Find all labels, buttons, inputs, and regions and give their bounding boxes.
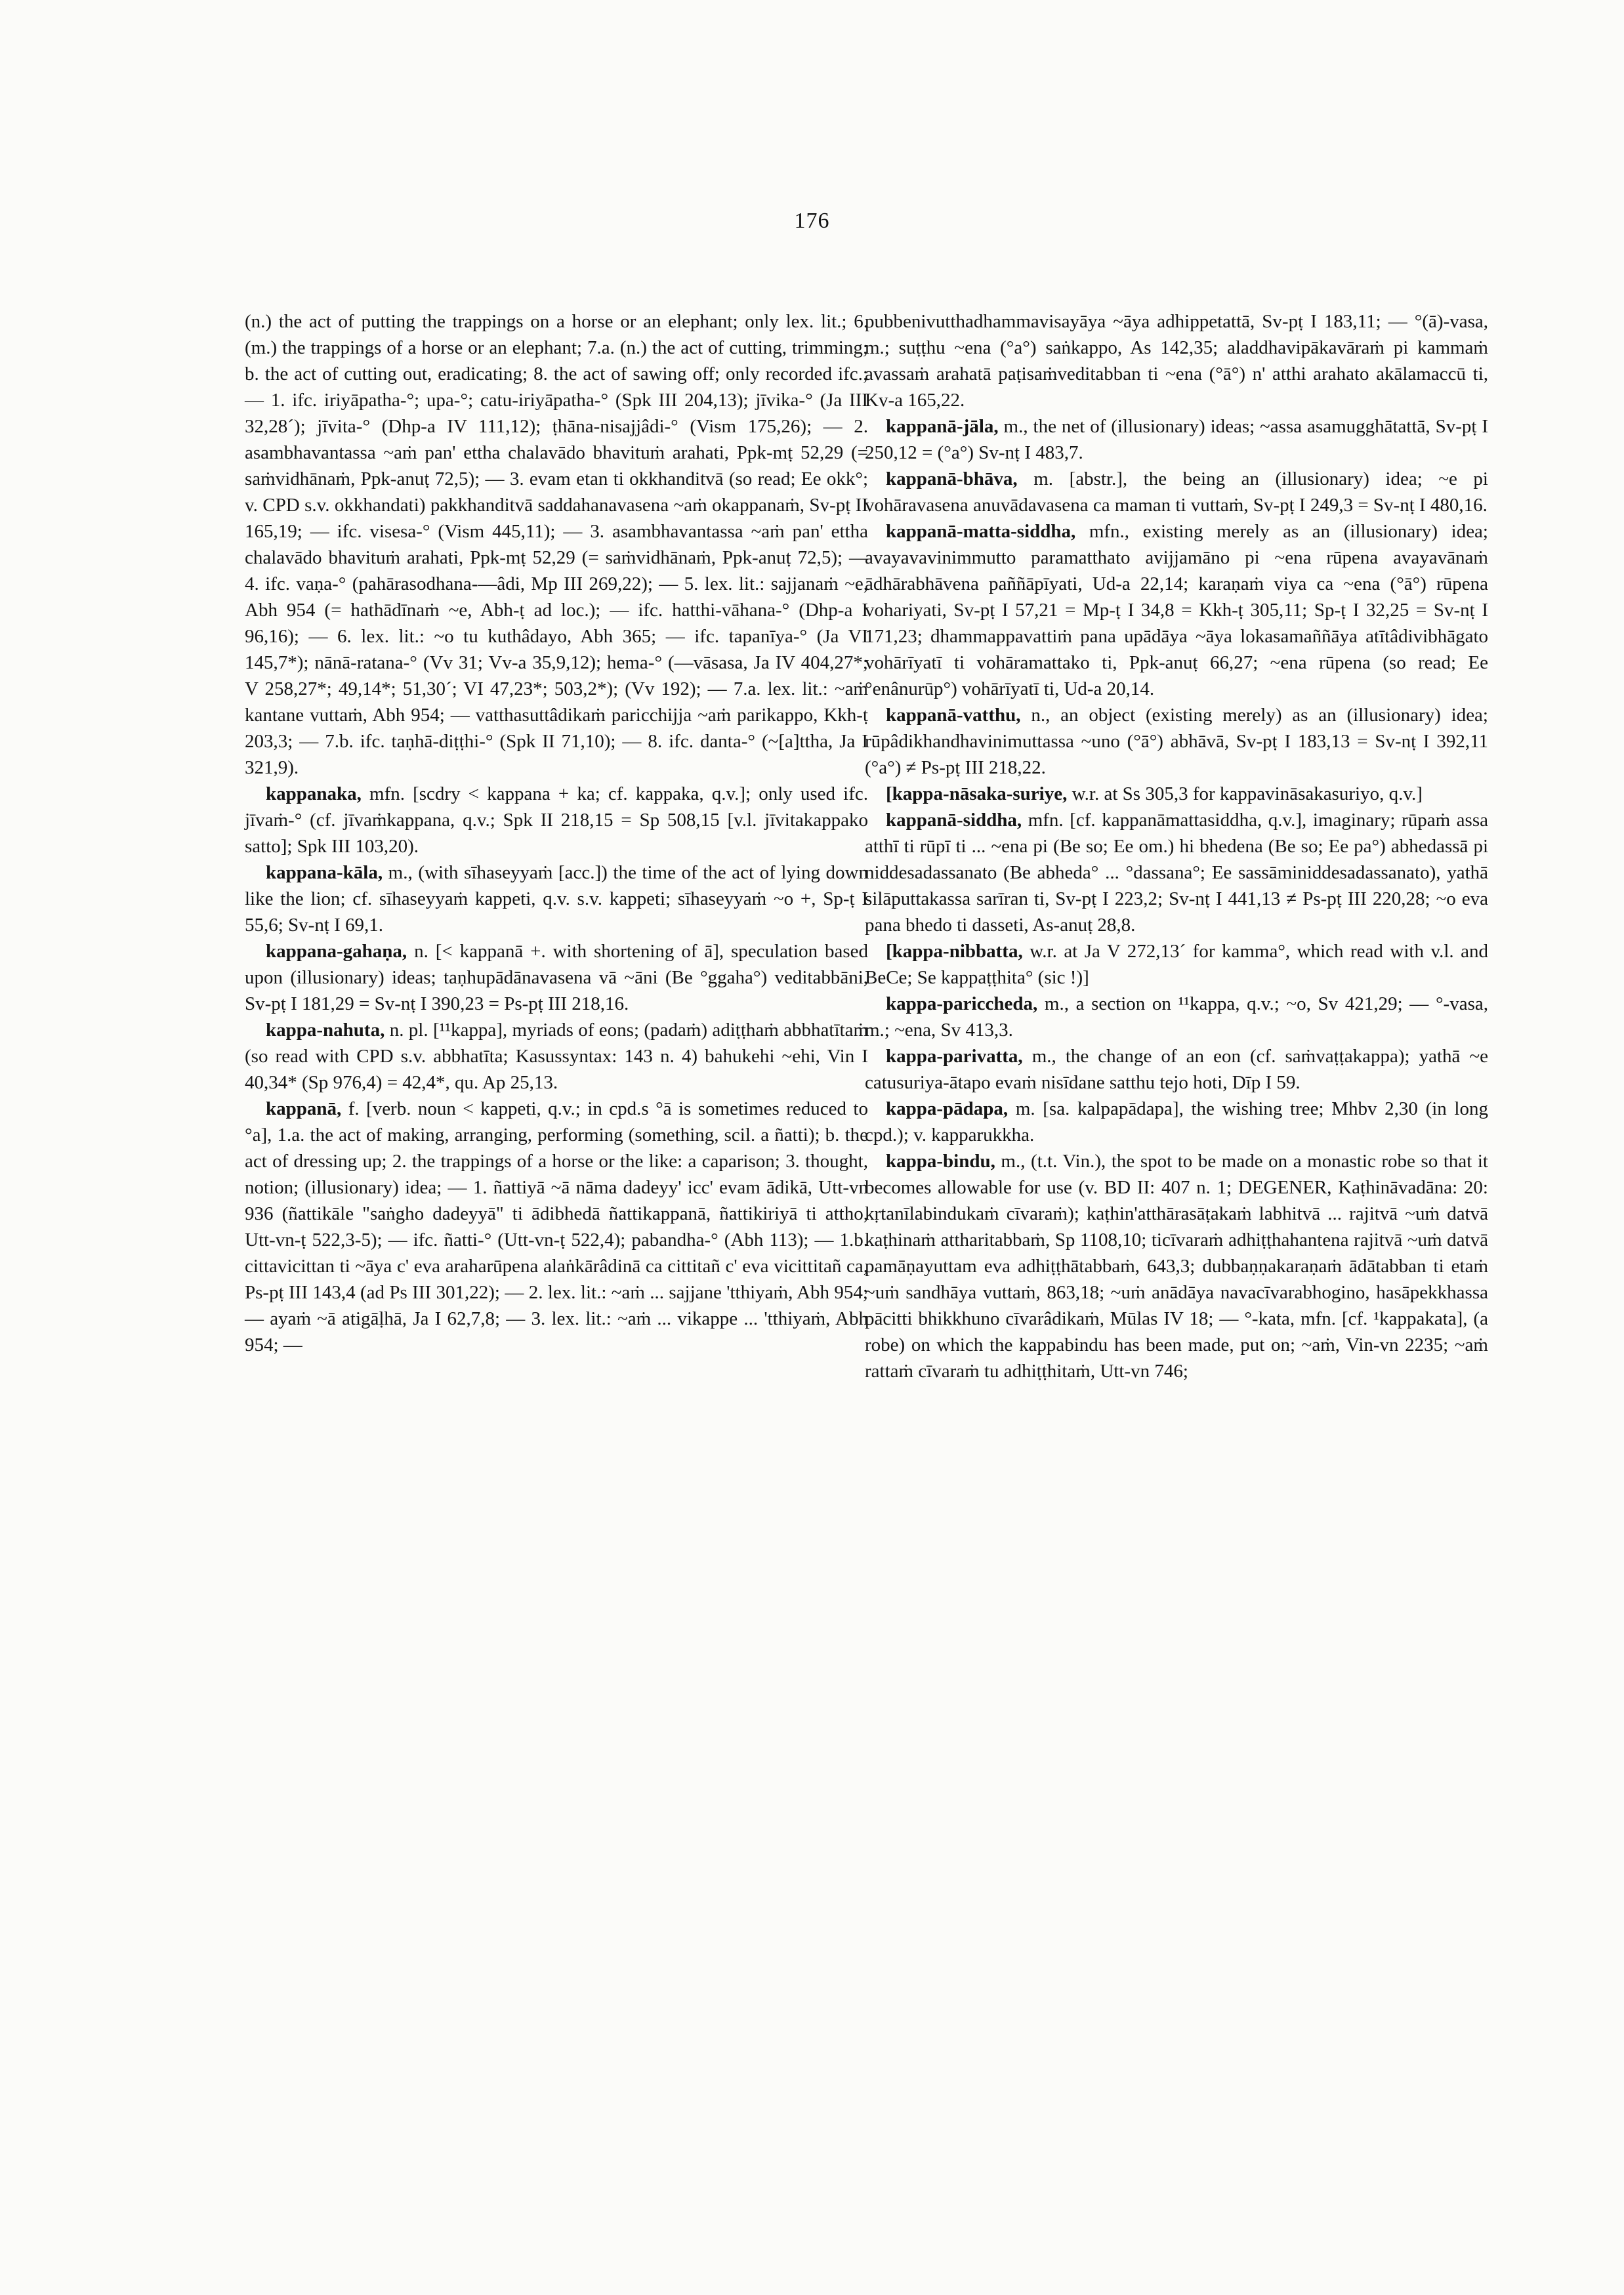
entry-headword: kappanā-vatthu, [886, 705, 1021, 726]
entry-headword: kappa-bindu, [886, 1151, 995, 1172]
entry-text: n. [< kappanā +. with shortening of ā], speculation based upon (illusionary) ideas; taṇhupādānavasena vā ~āni (Be °ggaha°) veditabbāni, Sv-pṭ I 181,29 = Sv-nṭ I 390,23 = Ps-pṭ III 218,16. [245, 941, 868, 1014]
entry-headword: kappanaka, [266, 783, 362, 804]
dictionary-entry [865, 702, 1488, 781]
entry-headword: [kappa-nāsaka-suriye, [886, 783, 1068, 804]
dictionary-entry [245, 938, 868, 1017]
dictionary-entry [865, 308, 1488, 413]
entry-text: (n.) the act of putting the trappings on a horse or an elephant; only lex. lit.; 6. (m.) the trappings of a horse or an elephant; 7.a. (n.) the act of cutting, trimming; b. the act of cutting out, eradicating; 8. the act of sawing off; only recorded ifc.; — 1. ifc. iriyāpatha-°; upa-°; catu-iriyāpatha-° (Spk III 204,13); jīvika-° (Ja III 32,28´); jīvita-° (Dhp-a IV 111,12); ṭhāna-nisajjâdi-° (Vism 175,26); — 2. asambhavantassa ~aṁ pan' ettha chalavādo bhavituṁ arahati, Ppk-mṭ 52,29 (= saṁvidhānaṁ, Ppk-anuṭ 72,5); — 3. evam etan ti okkhanditvā (so read; Ee okk°; v. CPD s.v. okkhandati) pakkhanditvā saddahanavasena ~aṁ okappanaṁ, Sv-pṭ II 165,19; — ifc. visesa-° (Vism 445,11); — 3. asambhavantassa ~aṁ pan' ettha chalavādo bhavituṁ arahati, Ppk-mṭ 52,29 (= saṁvidhānaṁ, Ppk-anuṭ 72,5); — 4. ifc. vaṇa-° (pahārasodhana-—âdi, Mp III 269,22); — 5. lex. lit.: sajjanaṁ ~e, Abh 954 (= hathādīnaṁ ~e, Abh-ṭ ad loc.); — ifc. hatthi-vāhana-° (Dhp-a I 96,16); — 6. lex. lit.: ~o tu kuthâdayo, Abh 365; — ifc. tapanīya-° (Ja VI 145,7*); nānā-ratana-° (Vv 31; Vv-a 35,9,12); hema-° (—vāsasa, Ja IV 404,27*; V 258,27*; 49,14*; 51,30´; VI 47,23*; 503,2*); (Vv 192); — 7.a. lex. lit.: ~aṁ kantane vuttaṁ, Abh 954; — vatthasuttâdikaṁ paricchijja ~aṁ parikappo, Kkh-ṭ 203,3; — 7.b. ifc. taṇhā-diṭṭhi-° (Spk II 71,10); — 8. ifc. danta-° (~[a]ttha, Ja I 321,9). [245, 311, 868, 778]
entry-headword: kappa-parivatta, [886, 1046, 1023, 1067]
entry-headword: kappa-pādapa, [886, 1098, 1009, 1119]
entry-headword: kappana-kāla, [266, 862, 383, 883]
entry-headword: kappa-pariccheda, [886, 993, 1038, 1014]
dictionary-entry [865, 466, 1488, 518]
left-column [245, 308, 868, 1358]
entry-headword: kappanā-bhāva, [886, 468, 1018, 489]
entry-text: m., a section on ¹¹kappa, q.v.; ~o, Sv 421,29; — °-vasa, m.; ~ena, Sv 413,3. [865, 993, 1488, 1041]
dictionary-entry [865, 991, 1488, 1043]
entry-headword: kappanā-siddha, [886, 810, 1022, 831]
dictionary-entry [865, 1096, 1488, 1148]
entry-text: m., the change of an eon (cf. saṁvaṭṭakappa); yathā ~e catusuriya-ātapo evaṁ nisīdane satthu tejo hoti, Dīp I 59. [865, 1046, 1488, 1093]
entry-text: m. [abstr.], the being an (illusionary) idea; ~e pi vohāravasena anuvādavasena ca maman ti vuttaṁ, Sv-pṭ I 249,3 = Sv-nṭ I 480,16. [865, 468, 1488, 516]
entry-text: m. [sa. kalpapādapa], the wishing tree; Mhbv 2,30 (in long cpd.); v. kapparukkha. [865, 1098, 1488, 1146]
dictionary-entry [245, 1096, 868, 1358]
dictionary-entry [865, 938, 1488, 991]
dictionary-entry [245, 308, 868, 781]
entry-headword: kappanā-matta-siddha, [886, 521, 1076, 542]
dictionary-entry [865, 1043, 1488, 1096]
entry-headword: kappana-gahaṇa, [266, 941, 407, 962]
dictionary-entry [245, 859, 868, 938]
entry-text: pubbenivutthadhammavisayāya ~āya adhippetattā, Sv-pṭ I 183,11; — °(ā)-vasa, m.; suṭṭhu ~ena (°a°) saṅkappo, As 142,35; aladdhavipākavāraṁ pi kammaṁ avassaṁ arahatā paṭisaṁveditabban ti ~ena (°ā°) n' atthi arahato akālamaccū ti, Kv-a 165,22. [865, 311, 1488, 411]
entry-text: w.r. at Ss 305,3 for kappavināsakasuriyo, q.v.] [1067, 783, 1423, 804]
dictionary-entry [865, 1148, 1488, 1384]
entry-text: n. pl. [¹¹kappa], myriads of eons; (padaṁ) adiṭṭhaṁ abbhatītaṁ (so read with CPD s.v. abbhatīta; Kasussyntax: 143 n. 4) bahukehi ~ehi, Vin I 40,34* (Sp 976,4) = 42,4*, qu. Ap 25,13. [245, 1020, 868, 1093]
entry-text: mfn. [scdry < kappana + ka; cf. kappaka, q.v.]; only used ifc. jīvaṁ-° (cf. jīvaṁkappana, q.v.; Spk II 218,15 = Sp 508,15 [v.l. jīvitakappako satto]; Spk III 103,20). [245, 783, 868, 857]
dictionary-entry [865, 781, 1488, 807]
dictionary-entry [245, 1017, 868, 1096]
right-column [865, 308, 1488, 1384]
entry-text: m., (t.t. Vin.), the spot to be made on a monastic robe so that it becomes allowable for use (v. BD II: 407 n. 1; DEGENER, Kaṭhināvadāna: 20: kṛtanīlabindukaṁ cīvaraṁ); kaṭhin'atthārasāṭakaṁ labhitvā ... rajitvā ~uṁ datvā kaṭhinaṁ attharitabbaṁ, Sp 1108,10; ticīvaraṁ adhiṭṭhahantena rajitvā ~uṁ datvā pamāṇayuttam eva adhiṭṭhātabbaṁ, 643,3; dubbaṇṇakaraṇaṁ ādātabban ti etaṁ ~uṁ sandhāya vuttaṁ, 863,18; ~uṁ anādāya navacīvarabhogino, hasāpekkhassa pācitti bhikkhuno cīvarâdikaṁ, Mūlas IV 18; — °-kata, mfn. [cf. ¹kappakata], (a robe) on which the kappabindu has been made, put on; ~aṁ, Vin-vn 2235; ~aṁ rattaṁ cīvaraṁ tu adhiṭṭhitaṁ, Utt-vn 746; [865, 1151, 1488, 1382]
entry-text: w.r. at Ja V 272,13´ for kamma°, which read with v.l. and BeCe; Se kappaṭṭhita° (sic !)] [865, 941, 1488, 988]
entry-text: mfn. [cf. kappanāmattasiddha, q.v.], imaginary; rūpaṁ assa atthī ti rūpī ti ... ~ena pi (Be so; Ee om.) hi bhedena (Be so; Ee pa°) abhedassā pi niddesadassanato (Be abheda° ... °dassana°; Ee sassāminiddesadassanato), yathā silāputtakassa sarīran ti, Sv-pṭ I 223,2; Sv-nṭ I 441,13 ≠ Ps-pṭ III 220,28; ~o eva pana bhedo ti dasseti, As-anuṭ 28,8. [865, 810, 1488, 936]
dictionary-entry [865, 413, 1488, 466]
entry-headword: kappanā, [266, 1098, 342, 1119]
dictionary-entry [865, 807, 1488, 938]
entry-text: mfn., existing merely as an (illusionary) idea; avayavavinimmutto paramatthato avijjamāno pi ~ena rūpena avayavānaṁ ādhārabhāvena paññāpīyati, Ud-a 22,14; karaṇaṁ viya ca ~ena (°ā°) rūpena vohariyati, Sv-pṭ I 57,21 = Mp-ṭ I 34,8 = Kkh-ṭ 305,11; Sp-ṭ I 32,25 = Sv-nṭ I 171,23; dhammappavattiṁ pana upādāya ~āya lokasamaññāya atītâdivibhāgato vohārīyatī ti vohāramattako ti, Ppk-anuṭ 66,27; ~ena rūpena (so read; Ee °enânurūp°) vohārīyatī ti, Ud-a 20,14. [865, 521, 1488, 699]
entry-headword: kappa-nahuta, [266, 1020, 385, 1041]
dictionary-entry [865, 518, 1488, 702]
entry-headword: [kappa-nibbatta, [886, 941, 1023, 962]
entry-text: m., the net of (illusionary) ideas; ~assa asamugghātattā, Sv-pṭ I 250,12 = (°a°) Sv-nṭ I 483,7. [865, 416, 1488, 463]
entry-text: m., (with sīhaseyyaṁ [acc.]) the time of the act of lying down like the lion; cf. sīhaseyyaṁ kappeti, q.v. s.v. kappeti; sīhaseyyaṁ ~o +, Sp-ṭ I 55,6; Sv-nṭ I 69,1. [245, 862, 868, 936]
entry-headword: kappanā-jāla, [886, 416, 999, 437]
page-number: 176 [794, 209, 830, 233]
dictionary-entry [245, 781, 868, 859]
entry-text: n., an object (existing merely) as an (illusionary) idea; rūpâdikhandhavinimuttassa ~uno (°ā°) abhāvā, Sv-pṭ I 183,13 = Sv-nṭ I 392,11 (°a°) ≠ Ps-pṭ III 218,22. [865, 705, 1488, 778]
entry-text: f. [verb. noun < kappeti, q.v.; in cpd.s °ā is sometimes reduced to °a], 1.a. the act of making, arranging, performing (something, scil. a ñatti); b. the act of dressing up; 2. the trappings of a horse or the like: a caparison; 3. thought, notion; (illusionary) idea; — 1. ñattiyā ~ā nāma dadeyy' icc' evam ādikā, Utt-vn 936 (ñattikāle "saṅgho dadeyyā" ti ādibhedā ñattikappanā, ñattikiriyā ti attho, Utt-vn-ṭ 522,3-5); — ifc. ñatti-° (Utt-vn-ṭ 522,4); pabandha-° (Abh 113); — 1.b. cittavicittan ti ~āya c' eva araharūpena alaṅkārâdinā ca cittitañ c' eva vicittitañ ca, Ps-pṭ III 143,4 (ad Ps III 301,22); — 2. lex. lit.: ~aṁ ... sajjane 'tthiyaṁ, Abh 954; — ayaṁ ~ā atigāḷhā, Ja I 62,7,8; — 3. lex. lit.: ~aṁ ... vikappe ... 'tthiyaṁ, Abh 954; — [245, 1098, 868, 1355]
